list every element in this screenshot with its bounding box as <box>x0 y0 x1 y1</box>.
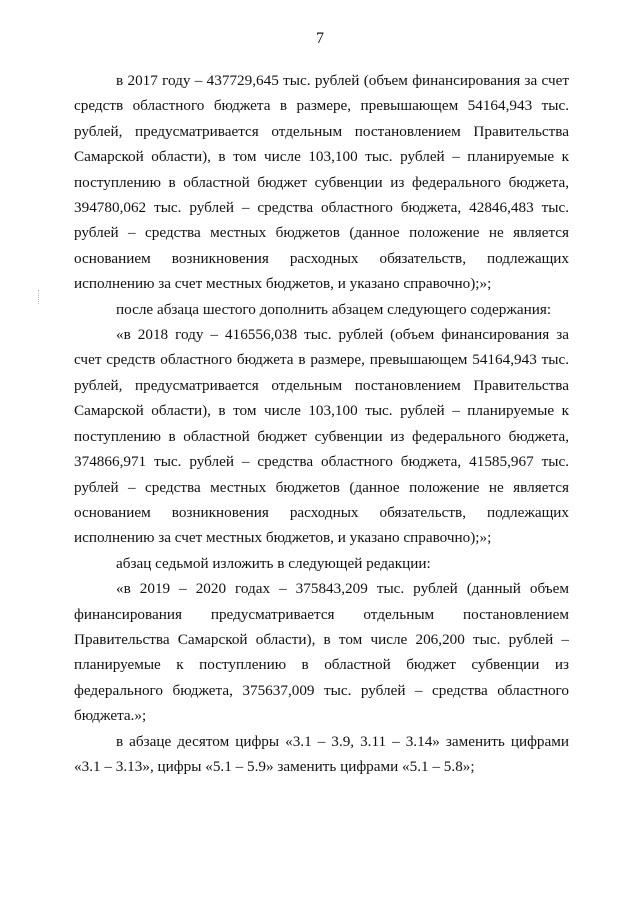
paragraph-2017-funding: в 2017 году – 437729,645 тыс. рублей (объем финансирования за счет средств областного бюджета в размере, превышающем 54164,943 тыс. рублей, предусматривается отдельным постановлением Правительства Самарской области), в том числе 103,100 тыс. рублей – планируемые к поступлению в областной бюджет субвенции из федерального бюджета, 394780,062 тыс. рублей – средства областного бюджета, 42846,483 тыс. рублей – средства местных бюджетов (данное положение не является основанием возникновения расходных обязательств, подлежащих исполнению за счет местных бюджетов, и указано справочно);»; <box>74 72 569 293</box>
page-number: 7 <box>316 30 324 47</box>
paragraph-2018-funding: «в 2018 году – 416556,038 тыс. рублей (объем финансирования за счет средств областного бюджета в размере, превышающем 54164,943 тыс. рублей, предусматривается отдельным постановлением Правительства Самарской области), в том числе 103,100 тыс. рублей – планируемые к поступлению в областной бюджет субвенции из федерального бюджета, 374866,971 тыс. рублей – средства областного бюджета, 41585,967 тыс. рублей – средства местных бюджетов (данное положение не является основанием возникновения расходных обязательств, подлежащих исполнению за счет местных бюджетов, и указано справочно);»; <box>74 326 569 547</box>
scan-speck <box>38 290 40 304</box>
document-body <box>74 68 569 779</box>
paragraph-2019-2020-funding: «в 2019 – 2020 годах – 375843,209 тыс. рублей (данный объем финансирования предусматривается отдельным постановлением Правительства Самарской области), в том числе 206,200 тыс. рублей – планируемые к поступлению в областной бюджет субвенции из федерального бюджета, 375637,009 тыс. рублей – средства областного бюджета.»; <box>74 580 569 725</box>
paragraph-tenth-instruction: в абзаце десятом цифры «3.1 – 3.9, 3.11 – 3.14» заменить цифрами «3.1 – 3.13», цифры «5.1 – 5.9» заменить цифрами «5.1 – 5.8»; <box>74 732 569 775</box>
paragraph-seventh-instruction: абзац седьмой изложить в следующей редакции: <box>116 554 431 572</box>
paragraph-insert-instruction: после абзаца шестого дополнить абзацем следующего содержания: <box>116 300 552 318</box>
